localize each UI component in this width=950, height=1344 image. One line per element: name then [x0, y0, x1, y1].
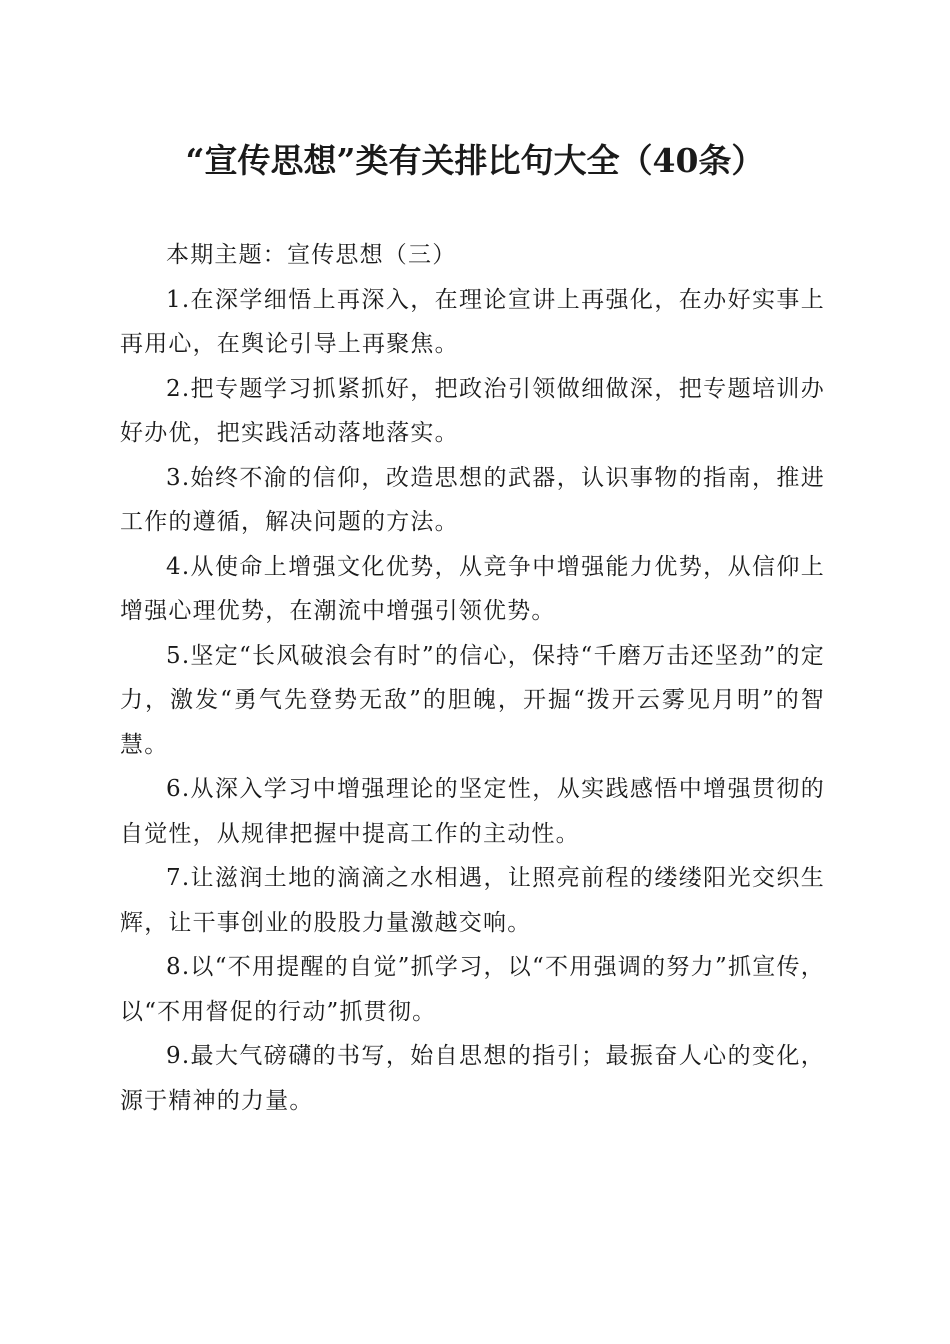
- list-item: 7.让滋润土地的滴滴之水相遇，让照亮前程的缕缕阳光交织生辉，让干事创业的股股力量激越交响。: [120, 865, 825, 936]
- list-item: 3.始终不渝的信仰，改造思想的武器，认识事物的指南，推进工作的遵循，解决问题的方法。: [120, 464, 825, 535]
- list-item: 9.最大气磅礴的书写，始自思想的指引；最振奋人心的变化，源于精神的力量。: [120, 1043, 825, 1114]
- list-item: 6.从深入学习中增强理论的坚定性，从实践感悟中增强贯彻的自觉性，从规律把握中提高工作的主动性。: [120, 776, 825, 847]
- list-item: 2.把专题学习抓紧抓好，把政治引领做细做深，把专题培训办好办优，把实践活动落地落实。: [120, 375, 825, 446]
- list-item: 1.在深学细悟上再深入，在理论宣讲上再强化，在办好实事上再用心，在舆论引导上再聚焦。: [120, 286, 825, 357]
- list-item: 4.从使命上增强文化优势，从竞争中增强能力优势，从信仰上增强心理优势，在潮流中增强引领优势。: [120, 553, 825, 624]
- list-item: 5.坚定“长风破浪会有时”的信心，保持“千磨万击还坚劲”的定力，激发“勇气先登势无敌”的胆魄，开掘“拨开云雾见月明”的智慧。: [120, 642, 825, 758]
- document-body: [120, 233, 825, 1123]
- theme-line: 本期主题：宣传思想（三）: [166, 242, 457, 268]
- list-item: 8.以“不用提醒的自觉”抓学习，以“不用强调的努力”抓宣传，以“不用督促的行动”抓贯彻。: [120, 954, 825, 1025]
- document-title: “宣传思想”类有关排比句大全（40条）: [185, 141, 765, 180]
